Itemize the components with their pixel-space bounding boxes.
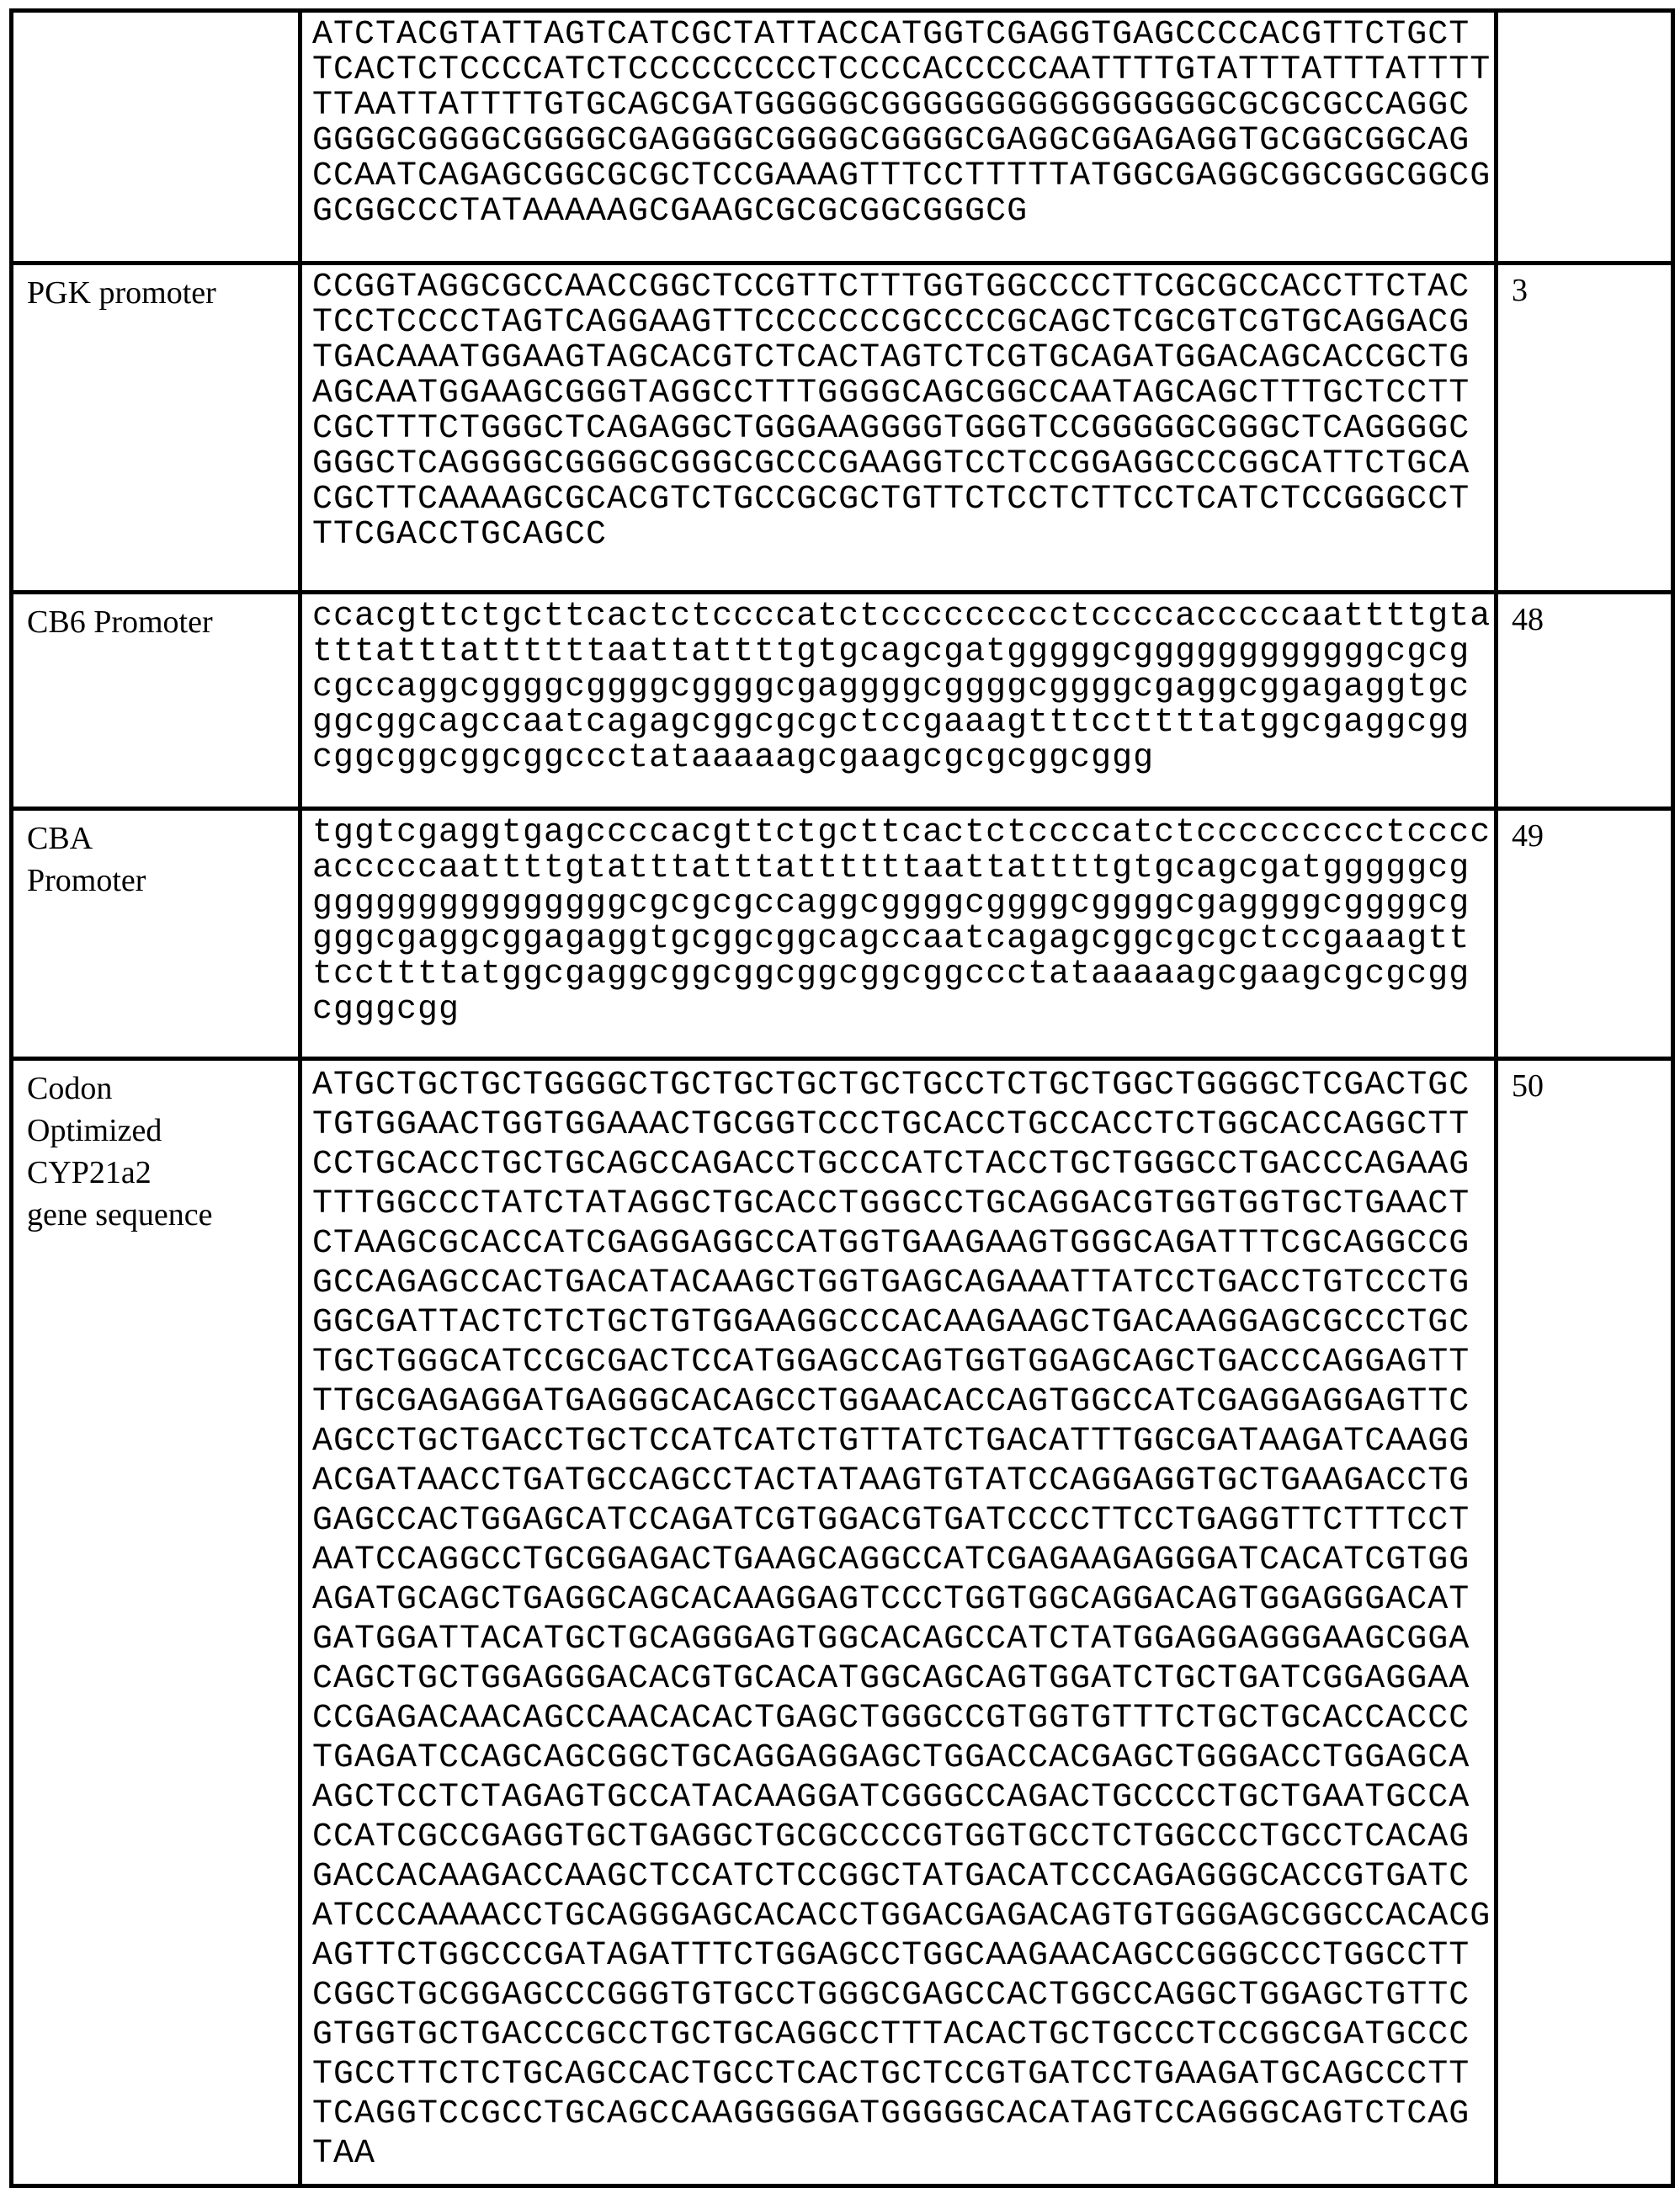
sequence-listing-page <box>9 8 1671 2188</box>
sequence-text: ATCTACGTATTAGTCATCGCTATTACCATGGTCGAGGTGAGCCCCACGTTCTGCT TCACTCTCCCCATCTCCCCCCCCCTCCCCACCCCCAATTTTGTATTTATTTATTTT TTAATTATTTTGTGCAGCGATGGGGGCGGGGGGGGGGGGGGGGCGCGCGCCAGGC GGGGCGGGGCGGGGCGAGGGGCGGGGCGGGGCGAGGCGGAGAGGTGCGGCGGCAG CCAATCAGAGCGGCGCGCTCCGAAAGTTTCCTTTTTATGGCGAGGCGGCGGCGGCG GCGGCCCTATAAAAAGCGAAGCGCGCGGCGGGCG <box>312 16 1491 231</box>
row-label: Codon Optimized CYP21a2 gene sequence <box>12 1059 300 2186</box>
table-row <box>12 1059 1673 2186</box>
sequence-cell <box>300 593 1497 809</box>
seq-id-number <box>1497 11 1673 264</box>
table-row <box>12 809 1673 1059</box>
sequence-text: tggtcgaggtgagccccacgttctgcttcactctccccatctccccccccctcccc acccccaattttgtatttatttattttttaattattttgtgcagcgatgggggcg gggggggggggggggcgcgcgccaggcggggcggggcggggcgaggggcggggcg gggcgaggcggagaggtgcggcggcagccaatcagagcggcgcgctccgaaagtt tccttttatggcgaggcggcggcggcggcggccctataaaaagcgaagcgcgcgg cgggcgg <box>312 814 1491 1029</box>
sequence-table <box>9 8 1675 2188</box>
sequence-cell <box>300 1059 1497 2186</box>
sequence-text: CCGGTAGGCGCCAACCGGCTCCGTTCTTTGGTGGCCCCTTCGCGCCACCTTCTAC TCCTCCCCTAGTCAGGAAGTTCCCCCCCGCCCCGCAGCTCGCGTCGTGCAGGACG TGACAAATGGAAGTAGCACGTCTCACTAGTCTCGTGCAGATGGACAGCACCGCTG AGCAATGGAAGCGGGTAGGCCTTTGGGGCAGCGGCCAATAGCAGCTTTGCTCCTT CGCTTTCTGGGCTCAGAGGCTGGGAAGGGGTGGGTCCGGGGGCGGGCTCAGGGGC GGGCTCAGGGGCGGGGCGGGCGCCCGAAGGTCCTCCGGAGGCCCGGCATTCTGCA CGCTTCAAAAGCGCACGTCTGCCGCGCTGTTCTCCTCTTCCTCATCTCCGGGCCT TTCGACCTGCAGCC <box>312 269 1470 554</box>
sequence-cell <box>300 809 1497 1059</box>
table-row <box>12 11 1673 264</box>
sequence-cell <box>300 11 1497 264</box>
row-label: CBA Promoter <box>12 809 300 1059</box>
sequence-cell <box>300 264 1497 593</box>
seq-id-number: 50 <box>1497 1059 1673 2186</box>
seq-id-number: 48 <box>1497 593 1673 809</box>
sequence-text: ATGCTGCTGCTGGGGCTGCTGCTGCTGCTGCCTCTGCTGGCTGGGGCTCGACTGC TGTGGAACTGGTGGAAACTGCGGTCCCTGCACCTGCCACCTCTGGCACCAGGCTT CCTGCACCTGCTGCAGCCAGACCTGCCCATCTACCTGCTGGGCCTGACCCAGAAG TTTGGCCCTATCTATAGGCTGCACCTGGGCCTGCAGGACGTGGTGGTGCTGAACT CTAAGCGCACCATCGAGGAGGCCATGGTGAAGAAGTGGGCAGATTTCGCAGGCCG GCCAGAGCCACTGACATACAAGCTGGTGAGCAGAAATTATCCTGACCTGTCCCTG GGCGATTACTCTCTGCTGTGGAAGGCCCACAAGAAGCTGACAAGGAGCGCCCTGC TGCTGGGCATCCGCGACTCCATGGAGCCAGTGGTGGAGCAGCTGACCCAGGAGTT TTGCGAGAGGATGAGGGCACAGCCTGGAACACCAGTGGCCATCGAGGAGGAGTTC AGCCTGCTGACCTGCTCCATCATCTGTTATCTGACATTTGGCGATAAGATCAAGG ACGATAACCTGATGCCAGCCTACTATAAGTGTATCCAGGAGGTGCTGAAGACCTG GAGCCACTGGAGCATCCAGATCGTGGACGTGATCCCCTTCCTGAGGTTCTTTCCT AATCCAGGCCTGCGGAGACTGAAGCAGGCCATCGAGAAGAGGGATCACATCGTGG AGATGCAGCTGAGGCAGCACAAGGAGTCCCTGGTGGCAGGACAGTGGAGGGACAT GATGGATTACATGCTGCAGGGAGTGGCACAGCCATCTATGGAGGAGGGAAGCGGA CAGCTGCTGGAGGGACACGTGCACATGGCAGCAGTGGATCTGCTGATCGGAGGAA CCGAGACAACAGCCAACACACTGAGCTGGGCCGTGGTGTTTCTGCTGCACCACCC TGAGATCCAGCAGCGGCTGCAGGAGGAGCTGGACCACGAGCTGGGACCTGGAGCA AGCTCCTCTAGAGTGCCATACAAGGATCGGGCCAGACTGCCCCTGCTGAATGCCA CCATCGCCGAGGTGCTGAGGCTGCGCCCCGTGGTGCCTCTGGCCCTGCCTCACAG GACCACAAGACCAAGCTCCATCTCCGGCTATGACATCCCAGAGGGCACCGTGATC ATCCCAAAACCTGCAGGGAGCACACCTGGACGAGACAGTGTGGGAGCGGCCACACG AGTTCTGGCCCGATAGATTTCTGGAGCCTGGCAAGAACAGCCGGGCCCTGGCCTT CGGCTGCGGAGCCCGGGTGTGCCTGGGCGAGCCACTGGCCAGGCTGGAGCTGTTC GTGGTGCTGACCCGCCTGCTGCAGGCCTTTACACTGCTGCCCTCCGGCGATGCCC TGCCTTCTCTGCAGCCACTGCCTCACTGCTCCGTGATCCTGAAGATGCAGCCCTT TCAGGTCCGCCTGCAGCCAAGGGGGATGGGGGCACATAGTCCAGGGCAGTCTCAG TAA <box>312 1067 1491 2173</box>
table-row <box>12 264 1673 593</box>
row-label <box>12 11 300 264</box>
seq-id-number: 49 <box>1497 809 1673 1059</box>
table-row <box>12 593 1673 809</box>
row-label: PGK promoter <box>12 264 300 593</box>
seq-id-number: 3 <box>1497 264 1673 593</box>
row-label: CB6 Promoter <box>12 593 300 809</box>
sequence-text: ccacgttctgcttcactctccccatctccccccccctccccacccccaattttgta tttatttattttttaattattttgtgcagcgatgggggcggggggggggggcgcg cgccaggcggggcggggcggggcgaggggcggggcggggcgaggcggagaggtgc ggcggcagccaatcagagcggcgcgctccgaaagtttccttttatggcgaggcgg cggcggcggcggccctataaaaagcgaagcgcgcggcggg <box>312 598 1491 777</box>
